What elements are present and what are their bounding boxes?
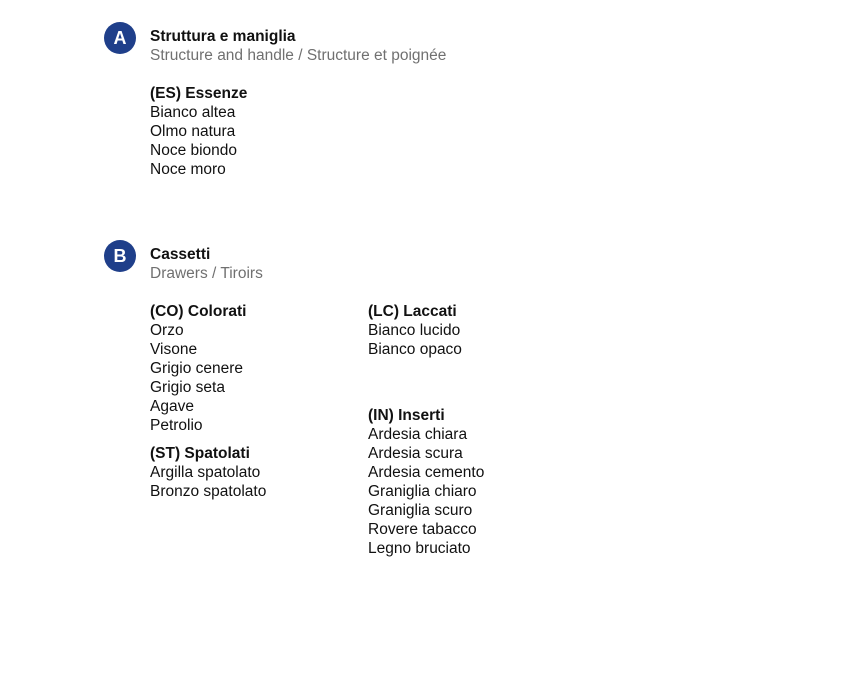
group-laccati-heading: (LC) Laccati bbox=[368, 303, 457, 320]
group-laccati bbox=[368, 302, 462, 359]
section-a-badge: A bbox=[104, 22, 136, 54]
section-a-subtitle: Structure and handle / Structure et poignée bbox=[150, 47, 447, 64]
list-item: Orzo bbox=[150, 322, 184, 339]
list-item: Ardesia scura bbox=[368, 445, 463, 462]
list-item: Ardesia chiara bbox=[368, 426, 468, 443]
list-item: Ardesia cemento bbox=[368, 464, 485, 481]
list-item: Graniglia chiaro bbox=[368, 483, 477, 500]
group-spatolati-heading: (ST) Spatolati bbox=[150, 445, 250, 462]
list-item: Grigio cenere bbox=[150, 360, 244, 377]
group-inserti-list bbox=[368, 425, 484, 558]
list-item: Noce moro bbox=[150, 161, 226, 178]
group-spatolati-list bbox=[150, 463, 266, 501]
list-item: Bianco altea bbox=[150, 104, 236, 121]
list-item: Petrolio bbox=[150, 417, 203, 434]
list-item: Graniglia scuro bbox=[368, 502, 473, 519]
list-item: Olmo natura bbox=[150, 123, 236, 140]
section-a-title: Struttura e maniglia bbox=[150, 28, 296, 45]
list-item: Visone bbox=[150, 341, 198, 358]
list-item: Agave bbox=[150, 398, 194, 415]
group-colorati bbox=[150, 302, 246, 435]
list-item: Bianco lucido bbox=[368, 322, 461, 339]
group-essenze-heading: (ES) Essenze bbox=[150, 85, 248, 102]
group-colorati-list bbox=[150, 321, 246, 435]
section-b-badge: B bbox=[104, 240, 136, 272]
list-item: Bronzo spatolato bbox=[150, 483, 267, 500]
section-b-header bbox=[150, 245, 263, 283]
group-essenze-list bbox=[150, 103, 247, 179]
group-inserti bbox=[368, 406, 484, 558]
list-item: Bianco opaco bbox=[368, 341, 462, 358]
section-b-subtitle: Drawers / Tiroirs bbox=[150, 265, 263, 282]
group-colorati-heading: (CO) Colorati bbox=[150, 303, 247, 320]
group-laccati-list bbox=[368, 321, 462, 359]
group-spatolati bbox=[150, 444, 266, 501]
section-a-header bbox=[150, 27, 446, 65]
list-item: Legno bruciato bbox=[368, 540, 471, 557]
group-inserti-heading: (IN) Inserti bbox=[368, 407, 445, 424]
list-item: Rovere tabacco bbox=[368, 521, 477, 538]
list-item: Grigio seta bbox=[150, 379, 225, 396]
list-item: Argilla spatolato bbox=[150, 464, 261, 481]
section-b-title: Cassetti bbox=[150, 246, 211, 263]
list-item: Noce biondo bbox=[150, 142, 238, 159]
group-essenze bbox=[150, 84, 247, 179]
